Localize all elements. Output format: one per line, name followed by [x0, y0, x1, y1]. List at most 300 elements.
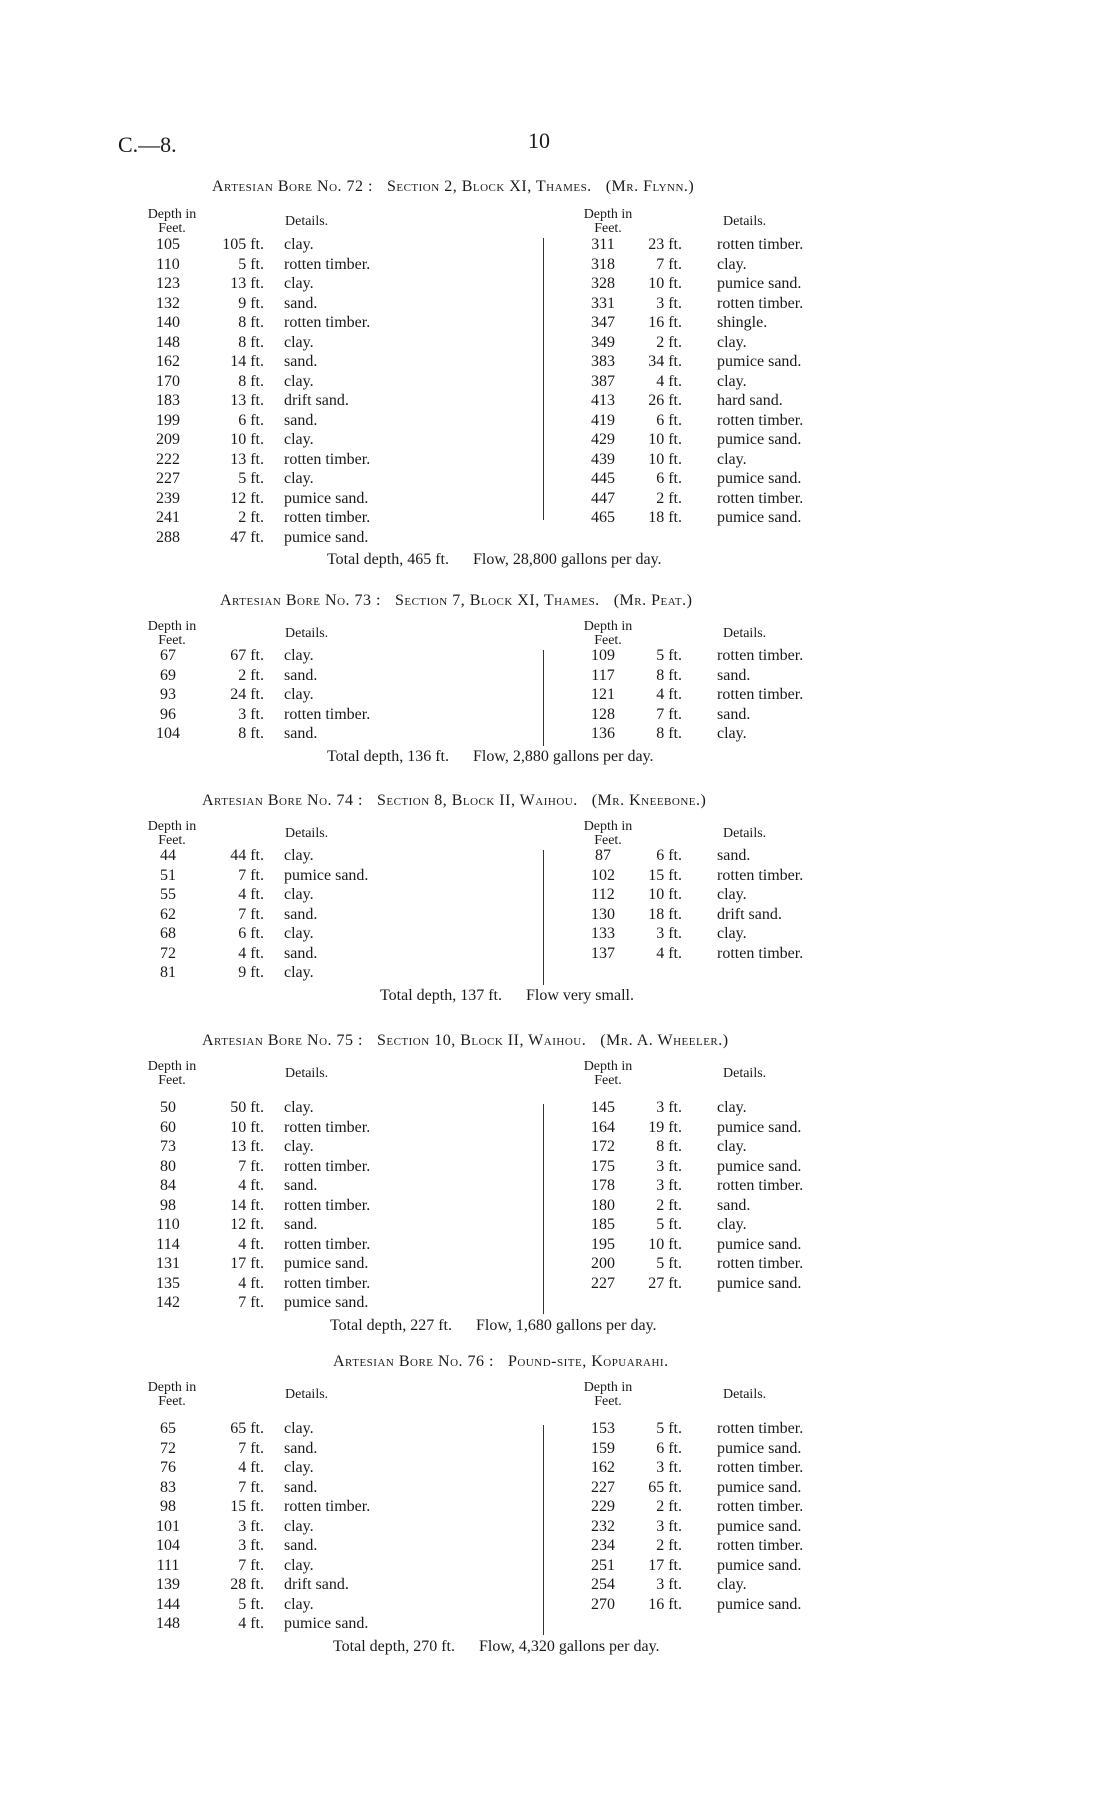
depth-value: 73 [160, 1138, 176, 1155]
thickness-value: 7 ft. [656, 255, 682, 273]
thickness-value: 15 ft. [648, 866, 682, 884]
thickness-value: 5 ft. [656, 647, 682, 664]
depth-value: 67 [160, 647, 176, 664]
table-row [0, 469, 1114, 489]
depth-value: 227 [591, 1274, 615, 1292]
bore-title [333, 1353, 683, 1371]
thickness-value: 8 ft. [656, 666, 682, 684]
thickness-value: 10 ft. [648, 1235, 682, 1253]
thickness-value: 2 ft. [656, 489, 682, 507]
bore-number: Artesian Bore No. 73 : [220, 592, 381, 609]
thickness-value: 7 ft. [238, 866, 264, 884]
table-row [0, 944, 1114, 964]
thickness-value: 28 ft. [230, 1576, 264, 1593]
total-depth: Total depth, 465 ft. [327, 551, 449, 568]
depth-value: 60 [160, 1118, 176, 1136]
thickness-value: 3 ft. [238, 1537, 264, 1554]
bore-number: Artesian Bore No. 76 : [333, 1353, 494, 1370]
depth-value: 413 [591, 392, 615, 409]
material-value: rotten timber. [284, 255, 371, 273]
thickness-value: 2 ft. [238, 666, 264, 684]
material-value: shingle. [717, 314, 768, 331]
table-row [0, 1419, 1114, 1439]
thickness-value: 2 ft. [656, 333, 682, 351]
depth-value: 50 [160, 1099, 176, 1116]
thickness-value: 4 ft. [238, 1615, 264, 1632]
depth-value: 80 [160, 1157, 176, 1175]
depth-value: 51 [160, 866, 176, 884]
depth-value: 104 [156, 725, 180, 742]
thickness-value: 8 ft. [656, 725, 682, 742]
depth-value: 102 [591, 866, 615, 884]
material-value: pumice sand. [717, 509, 802, 526]
thickness-value: 47 ft. [230, 528, 264, 546]
details-header: Details. [285, 214, 329, 229]
thickness-value: 19 ft. [648, 1118, 682, 1136]
table-row [0, 489, 1114, 509]
depth-value: 144 [156, 1595, 180, 1613]
material-value: sand. [284, 905, 318, 923]
material-value: clay. [717, 886, 747, 903]
thickness-value: 2 ft. [656, 1196, 682, 1214]
material-value: clay. [717, 1576, 747, 1593]
material-value: rotten timber. [717, 1177, 804, 1194]
table-row [0, 646, 1114, 666]
table-row [0, 1556, 1114, 1576]
depth-value: 101 [156, 1517, 180, 1535]
material-value: sand. [284, 1537, 318, 1554]
depth-value: 72 [160, 944, 176, 962]
thickness-value: 2 ft. [656, 1537, 682, 1554]
thickness-value: 7 ft. [238, 905, 264, 923]
depth-value: 135 [156, 1274, 180, 1292]
depth-header: Depth in Feet. [147, 1059, 197, 1088]
page-reference: C.—8. [118, 132, 177, 157]
material-value: pumice sand. [284, 1615, 369, 1632]
material-value: rotten timber. [284, 1274, 371, 1292]
thickness-value: 10 ft. [648, 886, 682, 903]
table-row [0, 924, 1114, 944]
material-value: pumice sand. [717, 1556, 802, 1574]
depth-header: Depth in Feet. [583, 1059, 633, 1088]
thickness-value: 4 ft. [238, 1177, 264, 1194]
thickness-value: 7 ft. [238, 1294, 264, 1311]
material-value: rotten timber. [717, 1459, 804, 1476]
depth-value: 44 [160, 847, 176, 864]
depth-value: 288 [156, 528, 180, 546]
material-value: clay. [717, 925, 747, 942]
depth-header: Depth in Feet. [147, 819, 197, 848]
depth-value: 68 [160, 925, 176, 942]
thickness-value: 3 ft. [656, 1157, 682, 1175]
material-value: clay. [717, 725, 747, 742]
material-value: clay. [284, 1517, 314, 1535]
table-row [0, 1536, 1114, 1556]
thickness-value: 17 ft. [648, 1556, 682, 1574]
page-number: 10 [528, 128, 550, 153]
depth-value: 209 [156, 431, 180, 448]
material-value: rotten timber. [717, 1255, 804, 1272]
depth-value: 199 [156, 411, 180, 429]
bore-number: Artesian Bore No. 75 : [202, 1032, 363, 1049]
table-row [0, 666, 1114, 686]
bore-total [327, 748, 654, 766]
details-header: Details. [723, 626, 767, 641]
bore-owner: (Mr. Flynn.) [605, 178, 695, 195]
table-row [0, 235, 1114, 255]
material-value: pumice sand. [717, 1595, 802, 1613]
right-column [0, 1098, 1114, 1293]
bore-total [330, 1317, 657, 1335]
table-row [0, 1478, 1114, 1498]
column-divider [543, 650, 544, 746]
depth-value: 140 [156, 314, 180, 331]
material-value: pumice sand. [717, 1157, 802, 1175]
details-header: Details. [285, 826, 329, 841]
thickness-value: 6 ft. [238, 925, 264, 942]
depth-value: 117 [591, 666, 615, 684]
thickness-value: 10 ft. [648, 431, 682, 448]
material-value: rotten timber. [284, 1118, 371, 1136]
depth-value: 185 [591, 1216, 615, 1233]
thickness-value: 2 ft. [656, 1498, 682, 1515]
thickness-value: 3 ft. [238, 1517, 264, 1535]
thickness-value: 12 ft. [230, 1216, 264, 1233]
thickness-value: 50 ft. [230, 1099, 264, 1116]
flow-rate: Flow, 2,880 gallons per day. [472, 747, 654, 765]
material-value: rotten timber. [717, 647, 804, 664]
thickness-value: 7 ft. [238, 1439, 264, 1457]
thickness-value: 7 ft. [238, 1478, 264, 1496]
material-value: pumice sand. [717, 275, 802, 292]
table-row [0, 963, 1114, 983]
material-value: clay. [717, 372, 747, 390]
thickness-value: 17 ft. [230, 1255, 264, 1272]
material-value: sand. [717, 1196, 751, 1214]
details-header: Details. [723, 214, 767, 229]
material-value: sand. [284, 411, 318, 429]
depth-value: 439 [591, 450, 615, 468]
material-value: clay. [284, 1099, 314, 1116]
thickness-value: 8 ft. [238, 725, 264, 742]
thickness-value: 67 ft. [230, 647, 264, 664]
thickness-value: 4 ft. [238, 886, 264, 903]
depth-value: 137 [591, 944, 615, 962]
thickness-value: 10 ft. [648, 450, 682, 468]
thickness-value: 34 ft. [648, 353, 682, 370]
bore-title [202, 792, 706, 810]
depth-value: 347 [591, 314, 615, 331]
table-row [0, 1176, 1114, 1196]
material-value: clay. [284, 686, 314, 703]
depth-value: 383 [591, 353, 615, 370]
thickness-value: 4 ft. [238, 1274, 264, 1292]
thickness-value: 27 ft. [648, 1274, 682, 1292]
material-value: rotten timber. [284, 1196, 371, 1214]
depth-value: 121 [591, 686, 615, 703]
thickness-value: 6 ft. [656, 470, 682, 487]
details-header: Details. [723, 826, 767, 841]
depth-value: 183 [156, 392, 180, 409]
depth-value: 241 [156, 509, 180, 526]
depth-value: 136 [591, 725, 615, 742]
depth-value: 227 [591, 1478, 615, 1496]
depth-value: 98 [160, 1498, 176, 1515]
bore-location: Section 8, Block II, Waihou. [376, 792, 578, 809]
depth-header: Depth in Feet. [583, 207, 633, 236]
table-row [0, 1215, 1114, 1235]
material-value: pumice sand. [717, 1517, 802, 1535]
table-row [0, 1458, 1114, 1478]
depth-value: 170 [156, 372, 180, 390]
depth-value: 172 [591, 1138, 615, 1155]
bore-location: Section 2, Block XI, Thames. [386, 178, 592, 195]
depth-value: 93 [160, 686, 176, 703]
thickness-value: 8 ft. [238, 314, 264, 331]
thickness-value: 23 ft. [648, 236, 682, 253]
material-value: rotten timber. [717, 489, 804, 507]
table-row [0, 705, 1114, 725]
depth-header: Depth in Feet. [583, 619, 633, 648]
material-value: rotten timber. [284, 314, 371, 331]
depth-value: 159 [591, 1439, 615, 1457]
table-row [0, 1157, 1114, 1177]
thickness-value: 65 ft. [648, 1478, 682, 1496]
material-value: rotten timber. [717, 294, 804, 312]
depth-value: 465 [591, 509, 615, 526]
thickness-value: 10 ft. [230, 1118, 264, 1136]
thickness-value: 7 ft. [238, 1556, 264, 1574]
depth-header: Depth in Feet. [583, 819, 633, 848]
thickness-value: 3 ft. [656, 1099, 682, 1116]
material-value: sand. [284, 353, 318, 370]
depth-value: 447 [591, 489, 615, 507]
table-row [0, 372, 1114, 392]
thickness-value: 44 ft. [230, 847, 264, 864]
details-header: Details. [285, 626, 329, 641]
bore-location: Section 7, Block XI, Thames. [394, 592, 600, 609]
right-column [0, 1419, 1114, 1614]
material-value: clay. [717, 1099, 747, 1116]
right-column [0, 235, 1114, 528]
depth-value: 128 [591, 705, 615, 723]
material-value: sand. [284, 725, 318, 742]
depth-value: 81 [160, 964, 176, 981]
depth-value: 76 [160, 1459, 176, 1476]
depth-header: Depth in Feet. [583, 1380, 633, 1409]
thickness-value: 5 ft. [656, 1255, 682, 1272]
material-value: clay. [284, 886, 314, 903]
thickness-value: 65 ft. [230, 1420, 264, 1437]
thickness-value: 4 ft. [656, 686, 682, 703]
depth-value: 162 [591, 1459, 615, 1476]
bore-location: Pound-site, Kopuarahi. [507, 1353, 669, 1370]
depth-value: 153 [591, 1420, 615, 1437]
bore-total [333, 1638, 660, 1656]
thickness-value: 5 ft. [238, 255, 264, 273]
thickness-value: 5 ft. [656, 1216, 682, 1233]
depth-value: 251 [591, 1556, 615, 1574]
thickness-value: 16 ft. [648, 314, 682, 331]
material-value: pumice sand. [717, 470, 802, 487]
flow-rate: Flow very small. [525, 986, 634, 1004]
thickness-value: 8 ft. [238, 333, 264, 351]
thickness-value: 24 ft. [230, 686, 264, 703]
table-row [0, 866, 1114, 886]
table-row [0, 294, 1114, 314]
bore-location: Section 10, Block II, Waihou. [376, 1032, 587, 1049]
depth-header: Depth in Feet. [147, 1380, 197, 1409]
material-value: sand. [284, 1478, 318, 1496]
depth-value: 114 [156, 1235, 180, 1253]
depth-value: 112 [591, 886, 615, 903]
thickness-value: 9 ft. [238, 294, 264, 312]
total-depth: Total depth, 137 ft. [380, 986, 502, 1004]
table-row [0, 1137, 1114, 1157]
material-value: clay. [284, 1420, 314, 1437]
material-value: clay. [284, 1459, 314, 1476]
material-value: rotten timber. [284, 1235, 371, 1253]
thickness-value: 5 ft. [238, 470, 264, 487]
table-row [0, 255, 1114, 275]
right-column [0, 846, 1114, 963]
table-row [0, 1196, 1114, 1216]
table-row [0, 905, 1114, 925]
thickness-value: 5 ft. [238, 1595, 264, 1613]
material-value: clay. [284, 1138, 314, 1155]
total-depth: Total depth, 136 ft. [327, 747, 449, 765]
material-value: clay. [284, 925, 314, 942]
thickness-value: 12 ft. [230, 489, 264, 507]
depth-value: 195 [591, 1235, 615, 1253]
material-value: rotten timber. [717, 1537, 804, 1554]
table-row [0, 430, 1114, 450]
material-value: rotten timber. [284, 705, 371, 723]
material-value: clay. [717, 450, 747, 468]
depth-value: 229 [591, 1498, 615, 1515]
column-divider [543, 850, 544, 985]
thickness-value: 5 ft. [656, 1420, 682, 1437]
flow-rate: Flow, 28,800 gallons per day. [472, 551, 662, 568]
depth-value: 178 [591, 1177, 615, 1194]
material-value: clay. [717, 255, 747, 273]
material-value: clay. [717, 1138, 747, 1155]
column-divider [543, 1425, 544, 1635]
details-header: Details. [723, 1387, 767, 1402]
thickness-value: 6 ft. [238, 411, 264, 429]
bore-title [220, 592, 692, 610]
material-value: clay. [284, 431, 314, 448]
material-value: clay. [284, 847, 314, 864]
bore-section [0, 178, 1114, 598]
depth-value: 104 [156, 1537, 180, 1554]
material-value: pumice sand. [717, 1478, 802, 1496]
table-row [0, 1575, 1114, 1595]
table-row [0, 1439, 1114, 1459]
bore-owner: (Mr. Peat.) [613, 592, 693, 609]
depth-value: 254 [591, 1576, 615, 1593]
depth-value: 65 [160, 1420, 176, 1437]
depth-value: 83 [160, 1478, 176, 1496]
table-row [0, 1098, 1114, 1118]
material-value: clay. [284, 333, 314, 351]
material-value: rotten timber. [717, 686, 804, 703]
table-row [0, 724, 1114, 744]
table-row [0, 1595, 1114, 1615]
depth-value: 142 [156, 1294, 180, 1311]
table-row [0, 313, 1114, 333]
table-row [0, 1274, 1114, 1294]
material-value: drift sand. [284, 1576, 349, 1593]
depth-header: Depth in Feet. [147, 619, 197, 648]
material-value: clay. [284, 964, 314, 981]
depth-value: 419 [591, 411, 615, 429]
table-row [0, 1614, 1114, 1634]
material-value: pumice sand. [717, 1439, 802, 1457]
depth-value: 234 [591, 1537, 615, 1554]
thickness-value: 4 ft. [238, 1235, 264, 1253]
total-depth: Total depth, 227 ft. [330, 1316, 452, 1334]
thickness-value: 15 ft. [230, 1498, 264, 1515]
material-value: rotten timber. [717, 866, 804, 884]
depth-value: 387 [591, 372, 615, 390]
material-value: sand. [284, 294, 318, 312]
table-row [0, 333, 1114, 353]
material-value: clay. [284, 275, 314, 292]
material-value: clay. [284, 1556, 314, 1574]
depth-value: 131 [156, 1255, 180, 1272]
depth-value: 232 [591, 1517, 615, 1535]
material-value: pumice sand. [717, 1118, 802, 1136]
table-row [0, 274, 1114, 294]
depth-value: 139 [156, 1576, 180, 1593]
material-value: sand. [284, 1216, 318, 1233]
bore-owner: (Mr. A. Wheeler.) [600, 1032, 729, 1049]
depth-value: 109 [591, 647, 615, 664]
depth-value: 55 [160, 886, 176, 903]
material-value: clay. [717, 333, 747, 351]
material-value: sand. [717, 666, 751, 684]
total-depth: Total depth, 270 ft. [333, 1637, 455, 1655]
material-value: rotten timber. [284, 509, 371, 526]
table-row [0, 411, 1114, 431]
material-value: rotten timber. [717, 411, 804, 429]
thickness-value: 14 ft. [230, 353, 264, 370]
depth-value: 318 [591, 255, 615, 273]
depth-value: 96 [160, 705, 176, 723]
material-value: pumice sand. [284, 528, 369, 546]
thickness-value: 13 ft. [230, 450, 264, 468]
depth-value: 132 [156, 294, 180, 312]
thickness-value: 2 ft. [238, 509, 264, 526]
material-value: clay. [284, 372, 314, 390]
column-divider [543, 238, 544, 520]
table-row [0, 1118, 1114, 1138]
depth-header: Depth in Feet. [147, 207, 197, 236]
material-value: rotten timber. [284, 450, 371, 468]
table-row [0, 846, 1114, 866]
depth-value: 148 [156, 1615, 180, 1632]
depth-value: 145 [591, 1099, 615, 1116]
thickness-value: 16 ft. [648, 1595, 682, 1613]
bore-number: Artesian Bore No. 72 : [212, 178, 373, 195]
thickness-value: 10 ft. [230, 431, 264, 448]
thickness-value: 3 ft. [656, 1517, 682, 1535]
depth-value: 72 [160, 1439, 176, 1457]
table-row [0, 508, 1114, 528]
flow-rate: Flow, 1,680 gallons per day. [475, 1316, 657, 1334]
depth-value: 311 [591, 236, 615, 253]
